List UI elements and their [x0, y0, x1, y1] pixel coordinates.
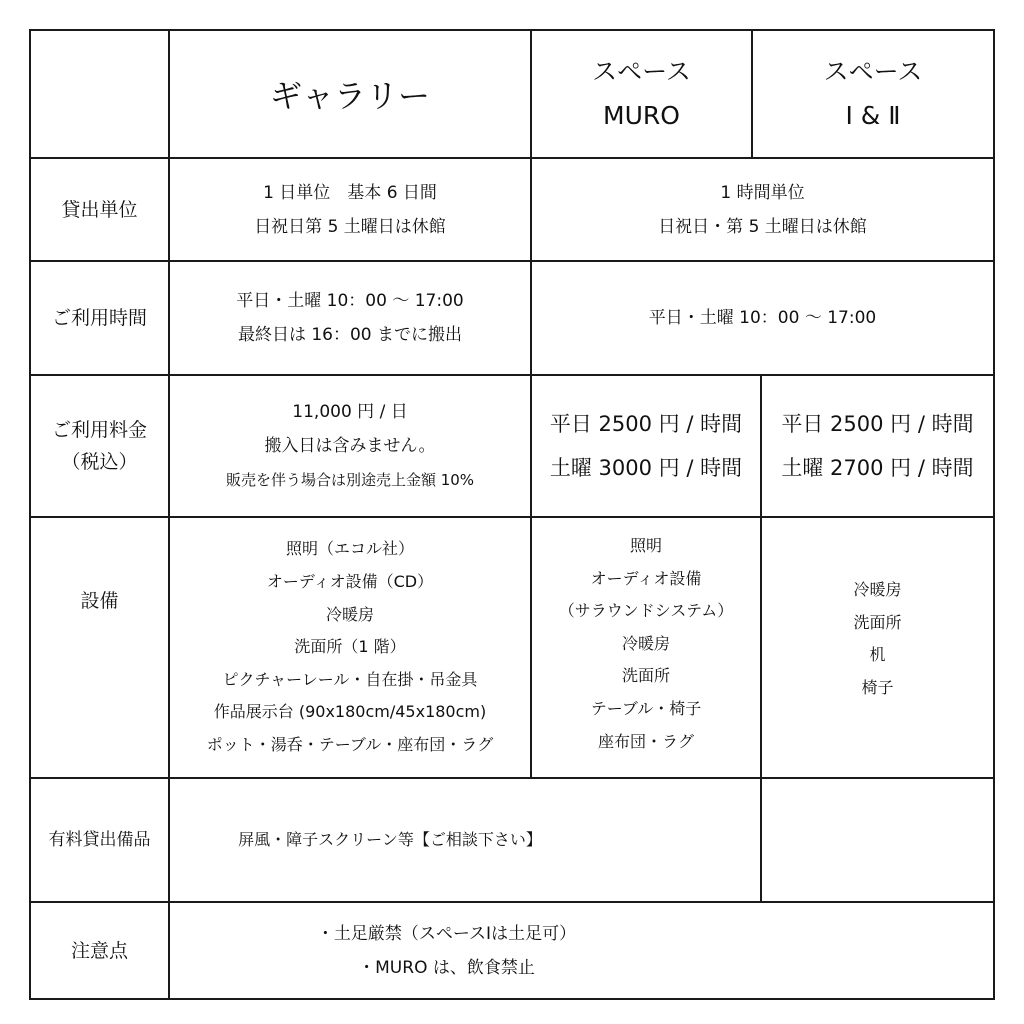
text-line: 最終日は 16：00 までに搬出 — [237, 325, 463, 345]
note-line: ・MURO は、飲食禁止 — [358, 957, 535, 978]
list-item: ピクチャーレール・自在掛・吊金具 — [222, 669, 478, 689]
spaces-hours — [532, 262, 993, 374]
header-muro-line2: MURO — [603, 101, 680, 130]
gallery-equipment — [170, 518, 530, 777]
row-label: ご利用料金 — [51, 419, 147, 441]
text-line: 平日・土曜 10：00 〜 17:00 — [648, 308, 877, 328]
text-line: 平日・土曜 10：00 〜 17:00 — [236, 291, 464, 311]
gallery-hours — [170, 262, 530, 374]
list-item: 冷暖房 — [325, 604, 374, 624]
list-item: 座布団・ラグ — [597, 731, 694, 751]
row-label-sub: （税込） — [61, 451, 138, 473]
header-gallery-title: ギャラリー — [269, 77, 430, 115]
gallery-fee — [170, 376, 530, 516]
table-border-bottom — [29, 998, 995, 1000]
list-item: 冷暖房 — [853, 580, 902, 599]
list-item: 洗面所（1 階） — [294, 637, 406, 657]
label-notes — [31, 903, 168, 998]
list-item: 作品展示台 (90x180cm/45x180cm) — [213, 702, 487, 722]
row-label: 注意点 — [70, 939, 128, 962]
text-line: 屏風・障子スクリーン等【ご相談下さい】 — [238, 829, 542, 849]
gallery-rental-unit — [170, 159, 530, 260]
notes-content — [170, 903, 993, 998]
spaces-rental-unit — [532, 159, 993, 260]
list-item: （サラウンドシステム） — [558, 601, 734, 621]
gallery-muro-paid-rental — [170, 779, 760, 901]
label-paid-rental — [31, 779, 168, 901]
row-label: 設備 — [80, 590, 119, 612]
row-label: ご利用時間 — [51, 307, 147, 329]
price-line: 土曜 2700 円 / 時間 — [781, 456, 974, 480]
list-item: ポット・湯呑・テーブル・座布団・ラグ — [206, 734, 494, 754]
text-line: 販売を伴う場合は別途売上金額 10% — [225, 471, 475, 489]
list-item: 照明（エコル社） — [285, 539, 414, 559]
label-fee — [31, 376, 168, 516]
label-equipment — [31, 518, 168, 684]
text-line: 搬入日は含みません。 — [264, 436, 436, 456]
list-item: 椅子 — [861, 677, 894, 697]
list-item: 洗面所 — [621, 666, 670, 686]
header-space-muro — [532, 31, 751, 157]
header-gallery — [170, 31, 530, 157]
text-line: 1 時間単位 — [720, 182, 805, 203]
list-item: 照明 — [629, 536, 662, 555]
text-line: 1 日単位 基本 6 日間 — [263, 182, 437, 203]
list-item: 洗面所 — [853, 612, 902, 632]
price-line: 平日 2500 円 / 時間 — [549, 412, 743, 436]
price-line: 平日 2500 円 / 時間 — [781, 412, 974, 436]
header-space12-line1: スペース — [823, 57, 923, 86]
space12-equipment — [762, 518, 993, 777]
list-item: オーディオ設備 — [590, 568, 702, 588]
row-label: 貸出単位 — [61, 198, 138, 221]
price-line: 土曜 3000 円 / 時間 — [549, 456, 743, 480]
header-muro-line1: スペース — [592, 57, 691, 86]
list-item: オーディオ設備（CD） — [266, 572, 434, 592]
table-border-right — [993, 29, 995, 1000]
list-item: 冷暖房 — [621, 633, 670, 653]
header-space12-line2: Ⅰ & Ⅱ — [845, 101, 901, 130]
text-line: 日祝日第 5 土曜日は休館 — [254, 216, 446, 237]
header-space-1-2 — [753, 31, 993, 157]
text-line: 日祝日・第 5 土曜日は休館 — [658, 216, 867, 237]
note-line: ・土足厳禁（スペースⅠは土足可） — [316, 923, 577, 944]
row-label: 有料貸出備品 — [48, 830, 151, 850]
label-rental-unit — [31, 159, 168, 260]
muro-fee — [532, 376, 760, 516]
label-hours — [31, 262, 168, 374]
muro-equipment — [532, 518, 760, 777]
list-item: 机 — [869, 645, 886, 665]
text-line: 11,000 円 / 日 — [292, 402, 408, 422]
space12-fee — [762, 376, 993, 516]
list-item: テーブル・椅子 — [590, 698, 702, 718]
